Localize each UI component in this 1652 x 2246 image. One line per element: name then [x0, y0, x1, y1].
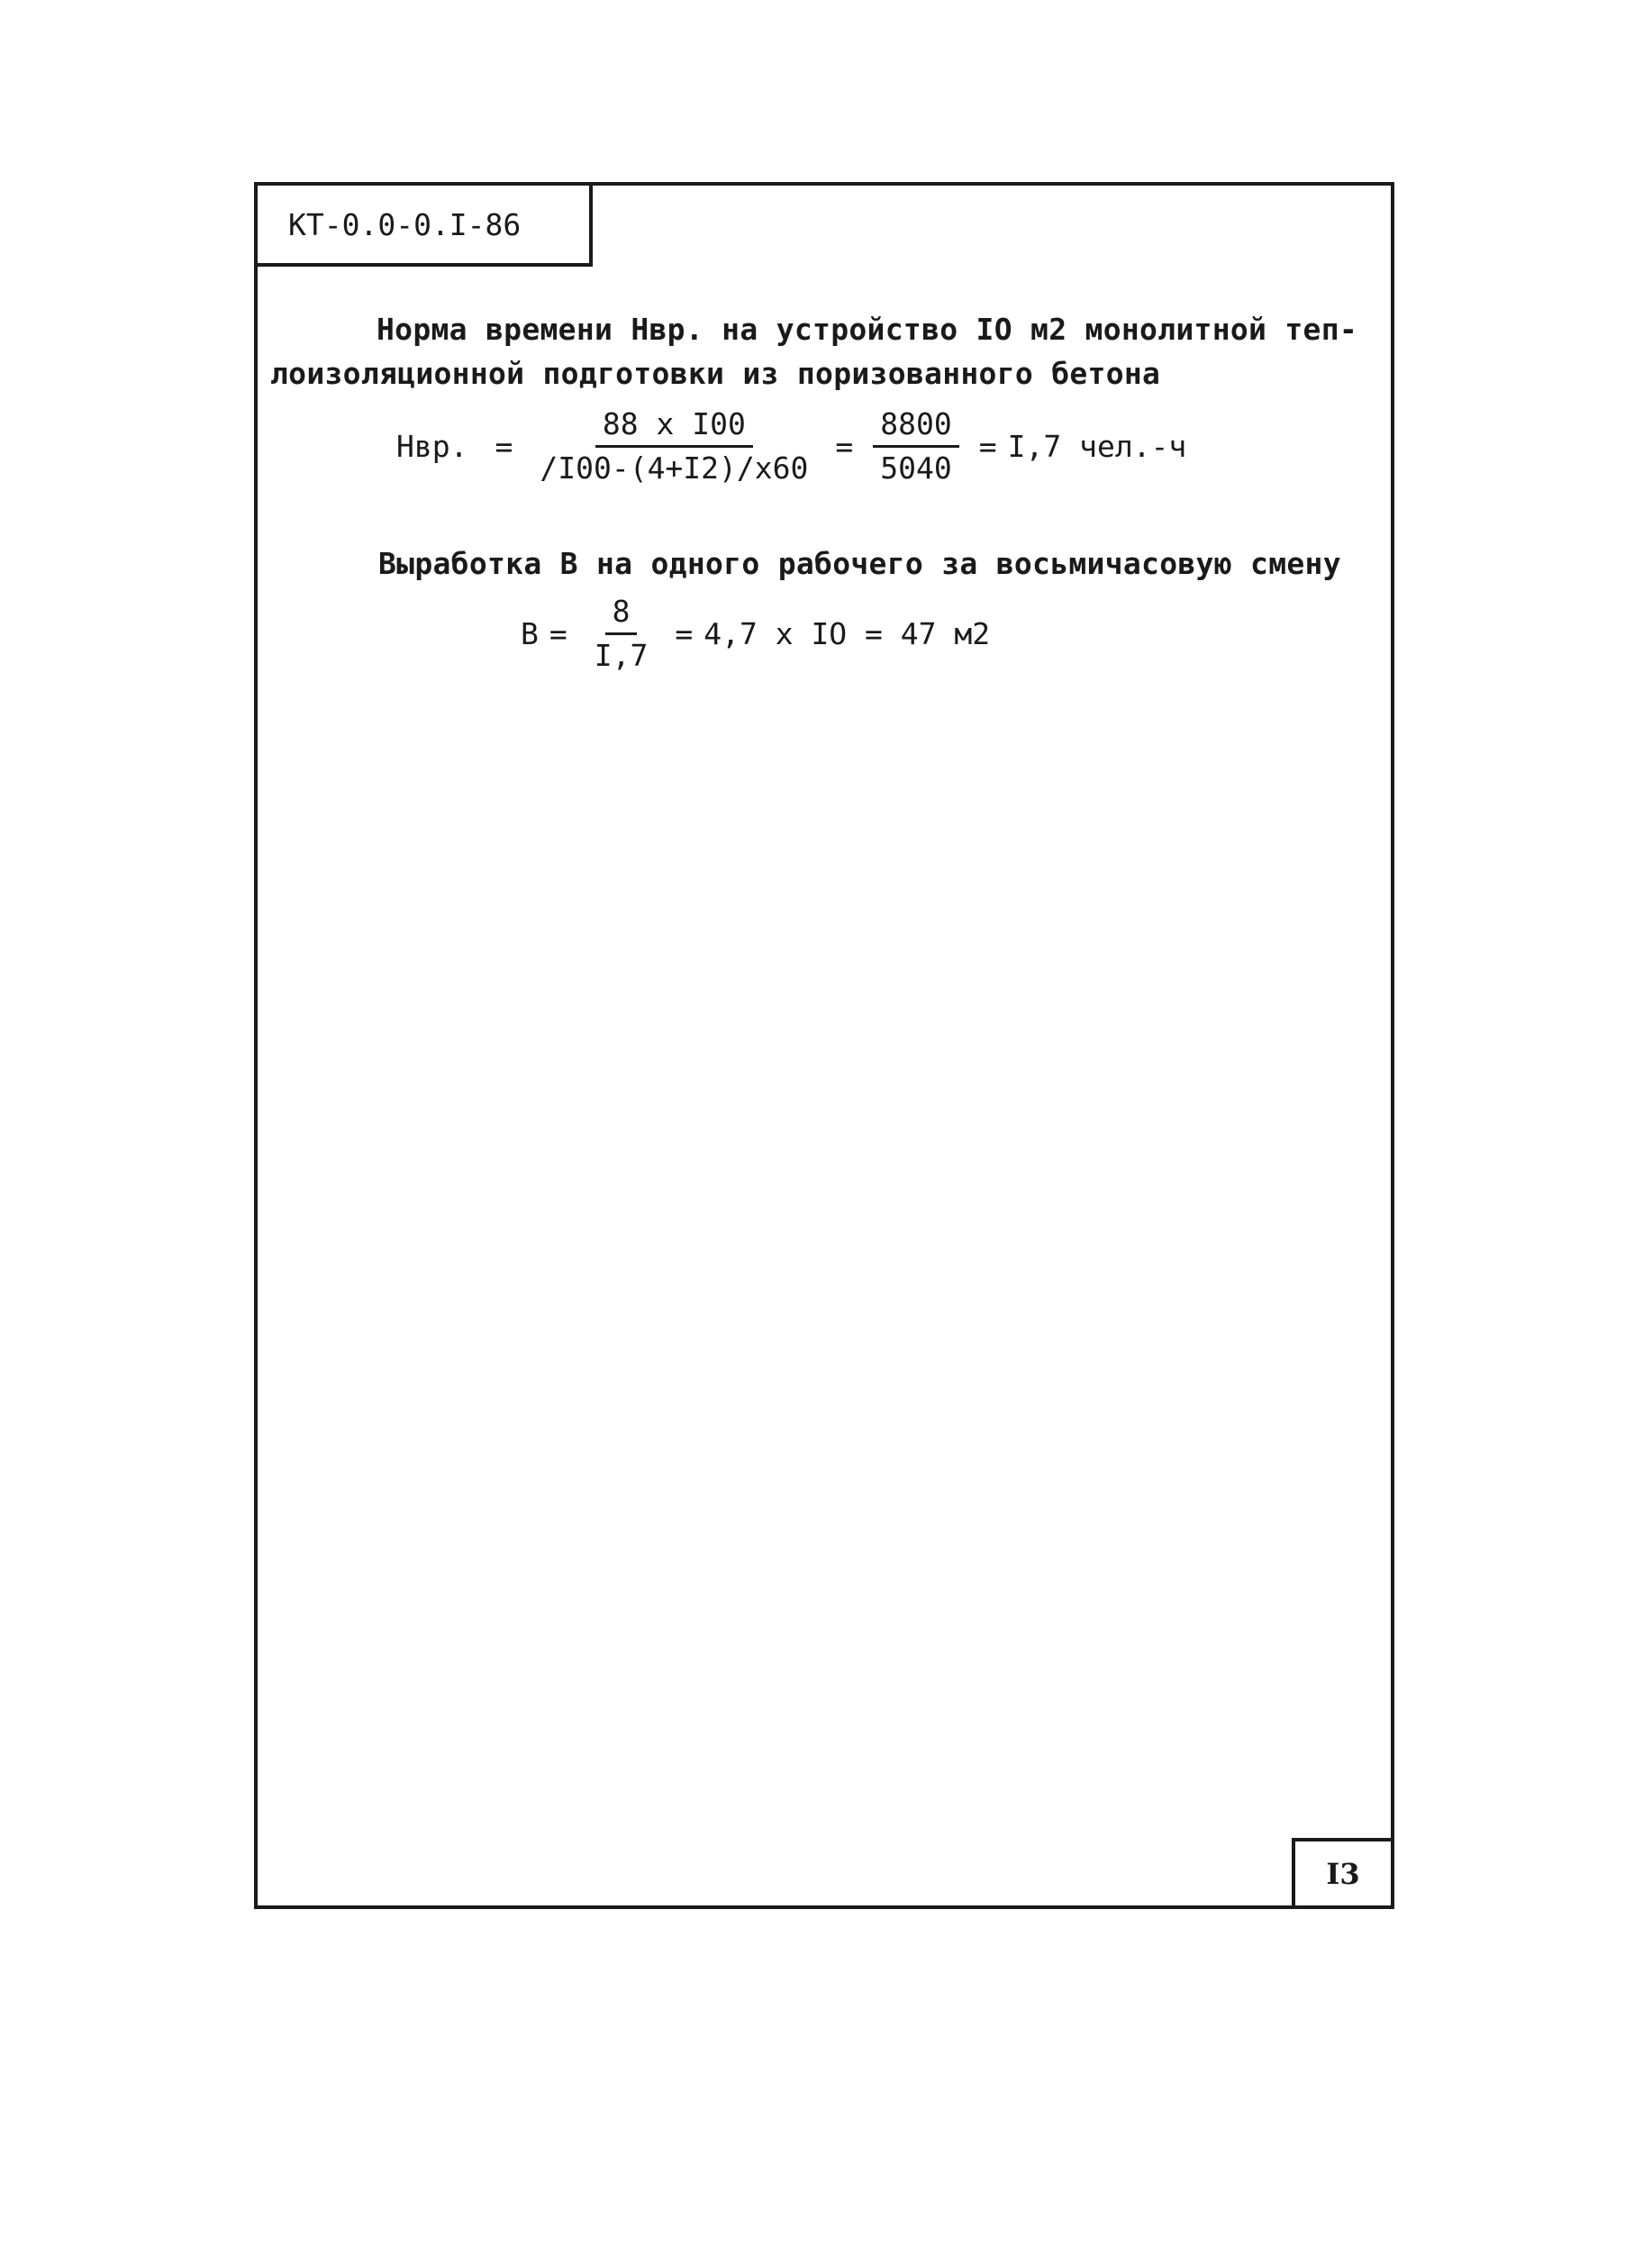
formula-norm-time [396, 407, 1186, 486]
formula1-fraction-1 [532, 407, 815, 486]
paragraph1-line2: лоизоляционной подготовки из поризованного бетона [270, 356, 1161, 391]
formula1-fraction-2-denominator: 5040 [880, 450, 952, 486]
formula1-equals-2: = [835, 428, 854, 464]
formula1-fraction-1-denominator: /I00-(4+I2)/x60 [540, 450, 809, 486]
page-number: I3 [1326, 1856, 1360, 1891]
formula2-equals-2: = [675, 615, 694, 651]
page-number-box [1292, 1838, 1394, 1909]
paragraph2-line1: Выработка В на одного рабочего за восьмичасовую смену [378, 546, 1341, 581]
formula2-lhs: B [521, 615, 539, 651]
paragraph1-line1: Норма времени Нвр. на устройство IO м2 монолитной теп- [377, 312, 1358, 347]
formula2-result: 4,7 x IO = 47 м2 [703, 615, 991, 651]
document-code: КТ-0.0-0.I-86 [288, 206, 522, 242]
formula1-lhs: Нвр. [396, 428, 468, 464]
document-code-box [254, 182, 593, 267]
formula-output [521, 595, 990, 673]
formula1-fraction-1-numerator: 88 x I00 [595, 407, 753, 448]
formula1-equals-1: = [495, 428, 513, 464]
formula1-result: I,7 чел.-ч [1007, 428, 1187, 464]
formula1-fraction-2 [873, 407, 958, 486]
formula2-fraction [587, 595, 656, 673]
formula2-equals-1: = [549, 615, 567, 651]
formula1-fraction-2-numerator: 8800 [873, 407, 958, 448]
formula1-equals-3: = [978, 428, 997, 464]
formula2-fraction-denominator: I,7 [594, 637, 649, 673]
formula2-fraction-numerator: 8 [605, 595, 638, 635]
